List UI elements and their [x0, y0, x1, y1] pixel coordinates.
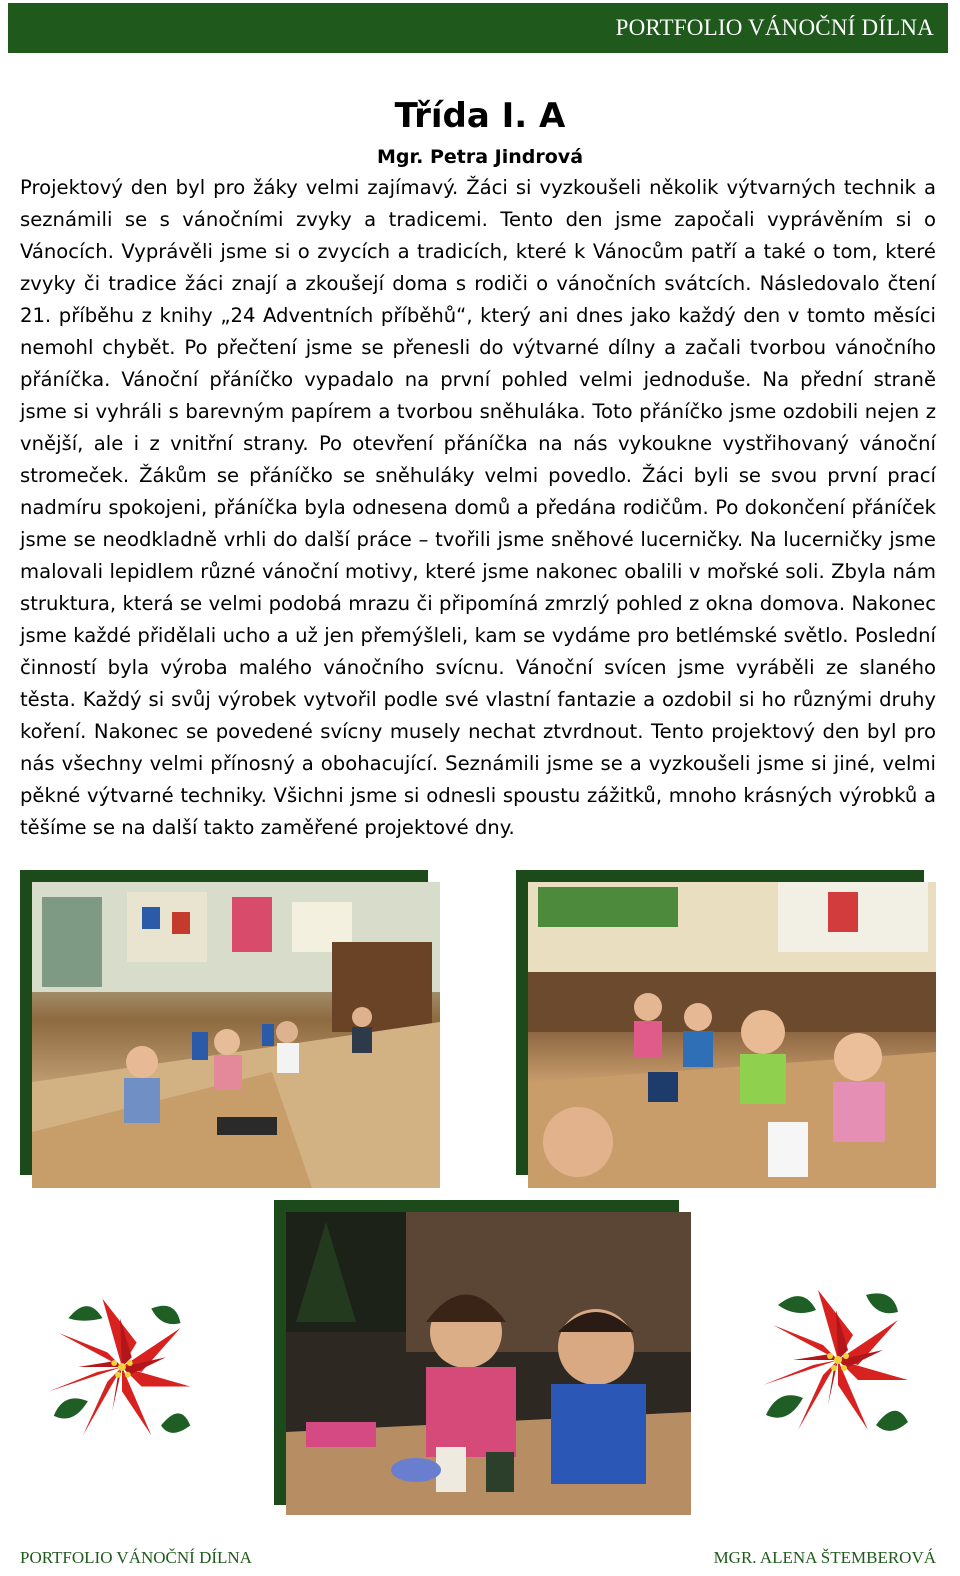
photo-image	[528, 882, 936, 1188]
poinsettia-icon	[758, 1280, 918, 1440]
classroom-photo-2	[516, 870, 938, 1190]
header-bar	[8, 3, 948, 53]
document-author: Mgr. Petra Jindrová	[376, 146, 584, 168]
photo-image	[286, 1212, 691, 1515]
document-title: Třída I. A	[394, 96, 566, 136]
classroom-scene-1	[32, 882, 440, 1188]
classroom-scene-2	[528, 882, 936, 1188]
footer-right: MGR. ALENA ŠTEMBEROVÁ	[713, 1548, 936, 1567]
classroom-photo-3	[274, 1200, 694, 1520]
poinsettia-icon	[44, 1286, 200, 1448]
body-paragraph: Projektový den byl pro žáky velmi zajímavý. Žáci si vyzkoušeli několik výtvarných technik a seznámili se s vánočními zvyky a tradicemi. Tento den jsme započali vyprávěním si o Vánocích. Vyprávěli jsme si o zvycích a tradicích, které k Vánocům patří a také o tom, které zvyky či tradice žáci znají a zkoušejí doma s rodiči o vánočních svátcích. Následovalo čtení 21. příběhu z knihy „24 Adventních příběhů“, který ani dnes jako každý den v tomto měsíci nemohl chybět. Po přečtení jsme se přenesli do výtvarné dílny a začali tvorbou vánočního přáníčka. Vánoční přáníčko vypadalo na první pohled velmi jednoduše. Na přední straně jsme si vyhráli s barevným papírem a tvorbou sněhuláka. Toto přáníčko jsme ozdobili nejen z vnější, ale i z vnitřní strany. Po otevření přáníčka na nás vykoukne vystřihovaný vánoční stromeček. Žákům se přáníčko se sněhuláky velmi povedlo. Žáci byli se svou první prací nadmíru spokojeni, přáníčka byla odnesena domů a předána rodičům. Po dokončení přáníček jsme se neodkladně vrhli do další práce – tvořili jsme sněhové lucerničky. Na lucerničky jsme malovali lepidlem různé vánoční motivy, které jsme nakonec obalili v mořské soli. Zbyla nám struktura, která se velmi podobá mrazu či připomíná zmrzlý pohled z okna domova. Nakonec jsme každé přidělali ucho a už jen přemýšleli, kam se vydáme pro betlémské světlo. Poslední činností byla výroba malého vánočního svícnu. Vánoční svícen jsme vyráběli ze slaného těsta. Každý si svůj výrobek vytvořil podle své vlastní fantazie a ozdobil si ho různými druhy koření. Nakonec se povedené svícny musely nechat ztvrdnout. Tento projektový den byl pro nás všechny velmi přínosný a obohacující. Seznámili jsme se a vyzkoušeli jsme si jiné, velmi pěkné výtvarné techniky. Všichni jsme si odnesli spoustu zážitků, mnoho krásných výrobků a těšíme se na další takto zaměřené projektové dny.	[20, 176, 936, 839]
classroom-photo-1	[20, 870, 440, 1190]
photo-image	[32, 882, 440, 1188]
footer-left: PORTFOLIO VÁNOČNÍ DÍLNA	[20, 1548, 252, 1567]
classroom-scene-3	[286, 1212, 691, 1515]
header-title: PORTFOLIO VÁNOČNÍ DÍLNA	[615, 15, 934, 40]
